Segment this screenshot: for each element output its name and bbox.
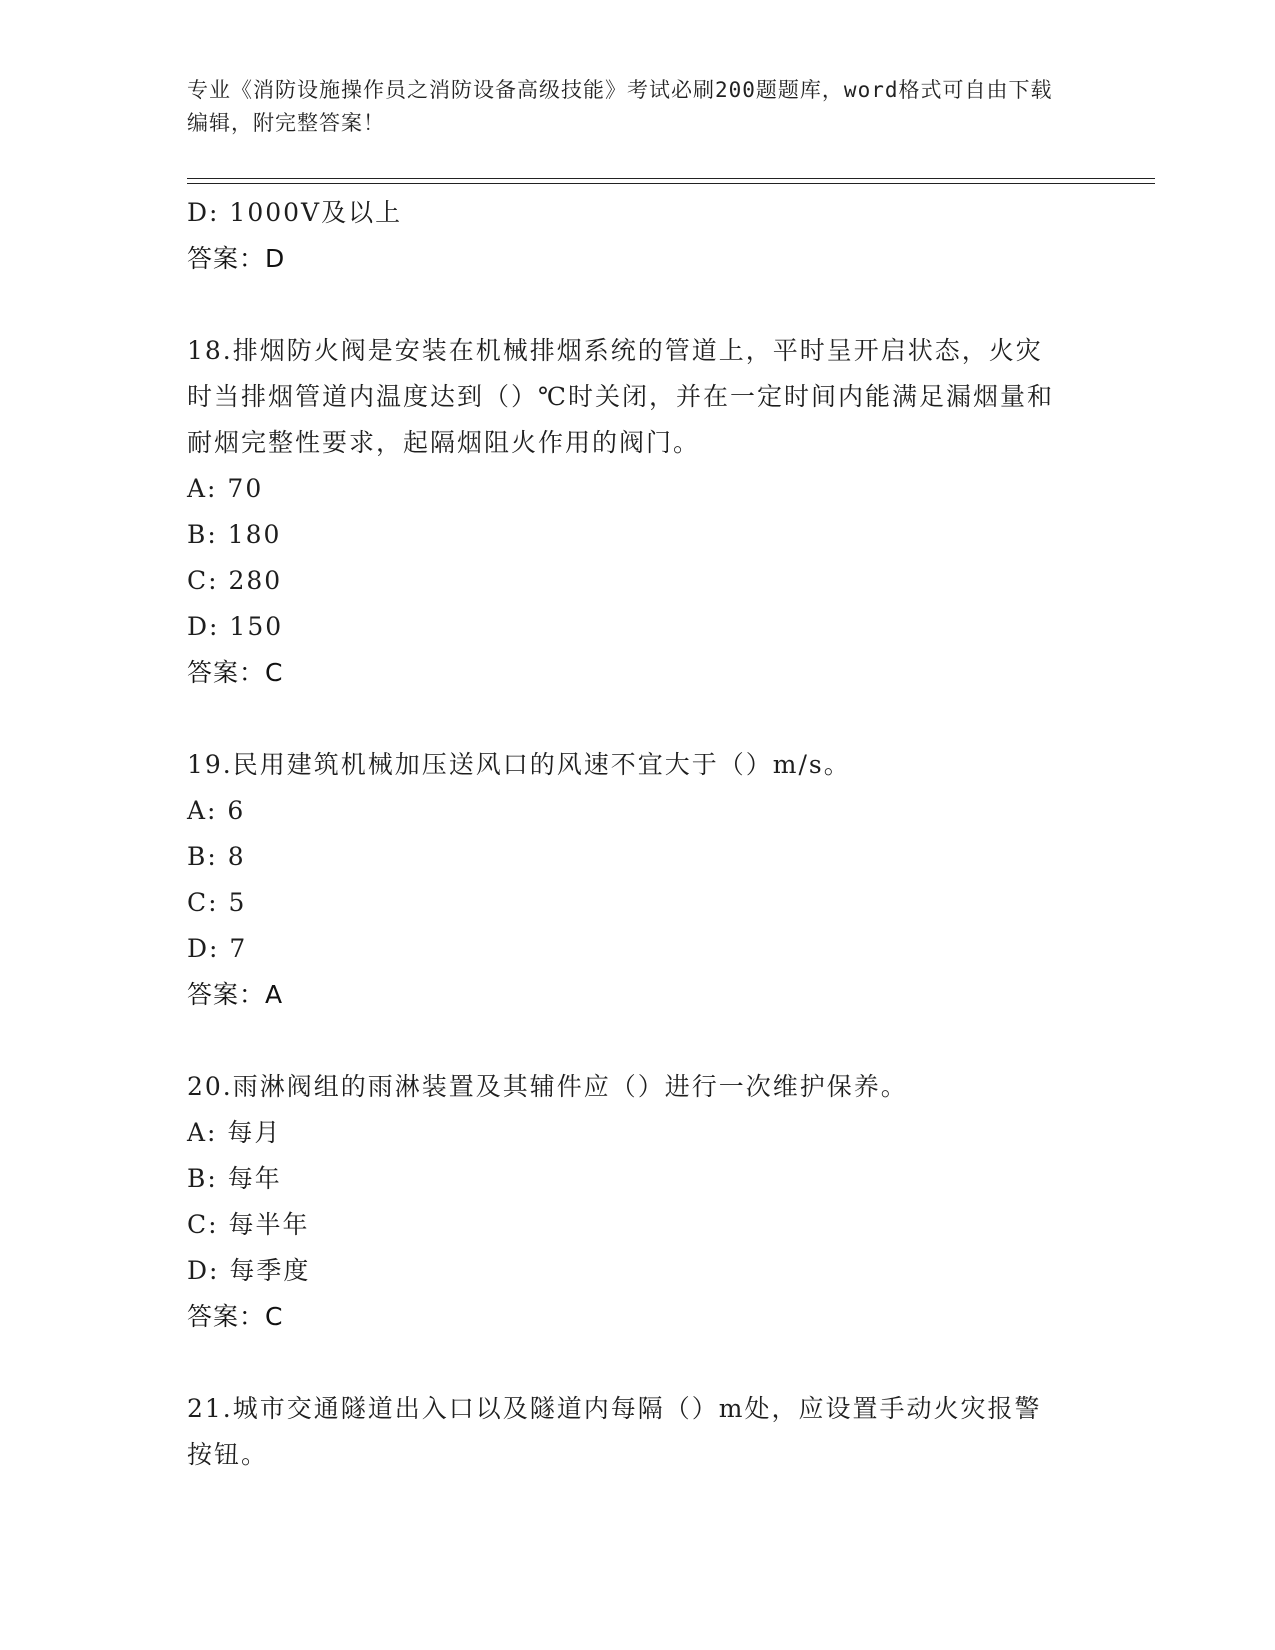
option-a: A: 每月	[187, 1118, 282, 1147]
option-d: D: 1000V及以上	[187, 198, 403, 227]
option-a: A: 70	[187, 474, 264, 503]
question-17-tail	[187, 190, 1087, 282]
option-a: A: 6	[187, 796, 246, 825]
header-rule-bottom	[187, 183, 1155, 184]
question-19	[187, 742, 1087, 1018]
header-rule-top	[187, 178, 1155, 179]
spacer	[187, 1018, 1087, 1064]
option-d: D: 150	[187, 612, 284, 641]
option-b: B: 180	[187, 520, 282, 549]
spacer	[187, 1340, 1087, 1386]
question-stem: 21.城市交通隧道出入口以及隧道内每隔（）m处，应设置手动火灾报警按钮。	[187, 1394, 1042, 1469]
question-stem: 19.民用建筑机械加压送风口的风速不宜大于（）m/s。	[187, 750, 851, 779]
answer-line: 答案：D	[187, 244, 286, 273]
option-b: B: 8	[187, 842, 246, 871]
option-b: B: 每年	[187, 1164, 282, 1193]
answer-line: 答案：A	[187, 980, 284, 1009]
question-stem: 20.雨淋阀组的雨淋装置及其辅件应（）进行一次维护保养。	[187, 1072, 908, 1101]
question-20	[187, 1064, 1087, 1340]
option-d: D: 每季度	[187, 1256, 311, 1285]
question-stem: 18.排烟防火阀是安装在机械排烟系统的管道上，平时呈开启状态，火灾时当排烟管道内温度达到（）℃时关闭，并在一定时间内能满足漏烟量和耐烟完整性要求，起隔烟阻火作用的阀门。	[187, 336, 1054, 457]
spacer	[187, 282, 1087, 328]
answer-line: 答案：C	[187, 1302, 284, 1331]
question-18	[187, 328, 1087, 696]
answer-line: 答案：C	[187, 658, 284, 687]
option-c: C: 每半年	[187, 1210, 310, 1239]
document-header: 专业《消防设施操作员之消防设备高级技能》考试必刷200题题库，word格式可自由下载编辑，附完整答案！	[187, 78, 1053, 135]
question-21	[187, 1386, 1087, 1478]
spacer	[187, 696, 1087, 742]
option-c: C: 280	[187, 566, 283, 595]
document-body	[187, 190, 1087, 1478]
option-c: C: 5	[187, 888, 247, 917]
option-d: D: 7	[187, 934, 248, 963]
